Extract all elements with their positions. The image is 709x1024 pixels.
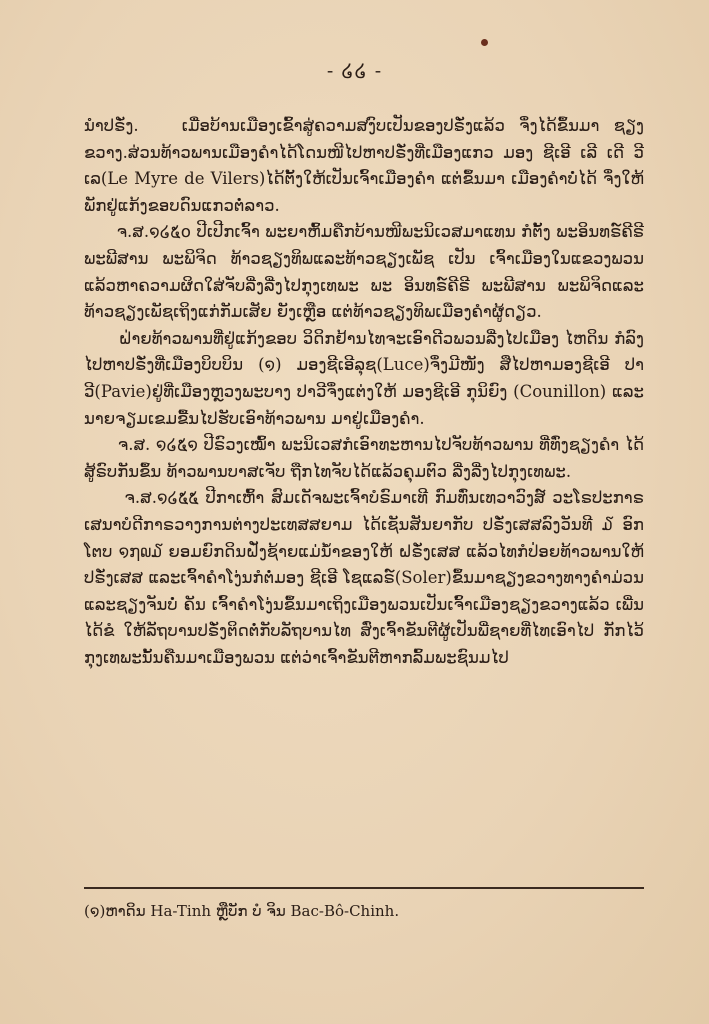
paragraph: ຈ.ສ.໑໒໕໐ ປີເປີກເຈົ້າ ພະຍາຫົ້ມຄືກບ້ານໜີພະນິເວສມາແທນ ກໍຕັ້ງ ພະອິນທຣ໌ຄີຣີ ພະພີສານ ພະພິຈິດ ທ້າວຊຽງທິພແລະທ້າວຊຽງເພັຊ ເປັນ ເຈົ້າເມືອງໃນແຂວງພວນ ແລ້ວຫາຄວາມຜິດໃສ່ຈັບລີ່ງລີ່ງໄປກຸງເທພະ ພະ ອິນທຣ໌ຄີຣີ ພະພີສານ ພະພິຈິດແລະທ້າວຊຽງເພັຊເຖິງແກ່ກັມເສັຍ ຍັງເຫຼືອ ແຕ່ທ້າວຊຽງທິພເມືອງຄໍາຜູ້ດຽວ. bbox=[84, 222, 650, 322]
page-number: - ໒໒ - bbox=[326, 60, 383, 82]
ink-spot bbox=[481, 39, 488, 46]
paragraph: ຈ.ສ.໑໒໕໕ ປີກາເຫົ້າ ສົມເດັຈພະເຈົ້າບໍຣົມາເທີ ກົມທົ່ນເທວາວົງສ໌ ວະໂຣປະກາຣ ເສນາບໍດີກາຣວາງການຕ່າງປະເທສສຍາມ ໄດ້ເຊັນສັນຍາກັບ ປຣັ່ງເສສລົງວັນທີ ໓ ອົກໂຕບ ໑໗໙໓ ຍອມຍົກດິນຝັ່ງຊ້າຍແມ່ນ້ຳຂອງໃຫ້ ຝຣັ່ງເສສ ແລ້ວໄທກໍປ່ອຍທ້າວພານໃຫ້ປຣັ່ງເສສ ແລະເຈົ້າຄໍາໂງ່ນກໍຕໍ່ມອງ ຊີເອີ ໂຊແລຣ໌(Soler)ຂຶ້ນມາຊຽງຂວາງທາງຄໍາມ່ວນແລະຊຽງຈັນບໍ່ ຄັນ ເຈົ້າຄໍາໂງ່ນຂຶ້ນມາເຖິງເມືອງພວນເປັນເຈົ້າເມືອງຊຽງຂວາງແລ້ວ ເພີ່ນໄດ້ຂໍ ໃຫ້ລັຖບານປຣັ່ງຕິດຕໍ່ກັບລັຖບານໄທ ສົ່ງເຈົ້າຂັນຕີຜູ້ເປັນພີ່ຊາຍທີ່ໄທເອົາໄປ ກັກໄວ້ກຸງເທພະນັ້ນຄືນມາເມືອງພວນ ແຕ່ວ່າເຈົ້າຂັນຕີຫາກລົ້ມພະຊົນມໄປ bbox=[84, 488, 650, 667]
paragraph: ຝ່າຍທ້າວພານທີ່ຢູ່ແກ້ງຂອບ ວິດິກຢ້ານໄທຈະເອົາດີວພວນລີ່ງໄປເມືອງ ໄຫດິນ ກໍລົງໄປຫາປຣັ່ງທີ່ເມືອງບິບບິນ (໑) ມອງຊີເອີລຸຊ(Luce)ຈຶ່ງມີໜັງ ສືໄປຫາມອງຊີເອີ ປາວີ(Pavie)ຢູ່ທີ່ເມືອງຫຼວງພະບາງ ປາວີຈຶ່ງແຕ່ງໃຫ້ ມອງຊີເອີ ກຸນິຍົງ (Counillon) ແລະນາຍຈຽມເຂມຂື້ນໄປຮັບເອົາທ້າວພານ ມາຢູ່ເມືອງຄໍາ. bbox=[84, 328, 644, 428]
body-text bbox=[84, 113, 650, 671]
paragraph: ນໍາປຣັ່ງ. ເມື່ອບ້ານເມືອງເຂົ້າສູ່ຄວາມສງົບເປັນຂອງປຣັ່ງແລ້ວ ຈຶ່ງໄດ້ຂຶ້ນມາ ຊຽງຂວາງ.ສ່ວນທ້າວພານເມືອງຄໍາໄດ້ໂດນໜີໄປຫາປຣັ່ງທີ່ເມືອງແກວ ມອງ ຊີເອີ ເລີ ເດີ ວີເລ(Le Myre de Vilers)ໄດ້ຕັ້ງໃຫ້ເປັນເຈົ້າເມືອງຄໍາ ແຕ່ຂຶ້ນມາ ເມືອງຄໍາບໍ່ໄດ້ ຈຶ່ງໃຫ້ພັກຢູ່ແກ້ງຂອບດົນແກວຕໍ່ລາວ. bbox=[84, 116, 644, 215]
paragraph: ຈ.ສ. ໑໒໕໑ ປີຣົວງເໝົ້າ ພະນິເວສກໍເອົາທະຫານໄປຈັບທ້າວພານ ທີ່ທົ່ງຊຽງຄໍາ ໄດ້ສູ້ຣົບກັນຂຶ້ນ ທ້າວພານບາສເຈັບ ຖືກໄທຈັບໄດ້ແລ້ວຄຸມຕົວ ລີ່ງລີ່ງໄປກຸງເທພະ. bbox=[84, 435, 644, 481]
footnote-divider bbox=[84, 887, 644, 889]
footnote: (໑)ຫາດິນ Ha-Tinh ຫຼືບັກ ບໍ ຈິນ Bac-Bô-Chinh. bbox=[84, 902, 400, 920]
